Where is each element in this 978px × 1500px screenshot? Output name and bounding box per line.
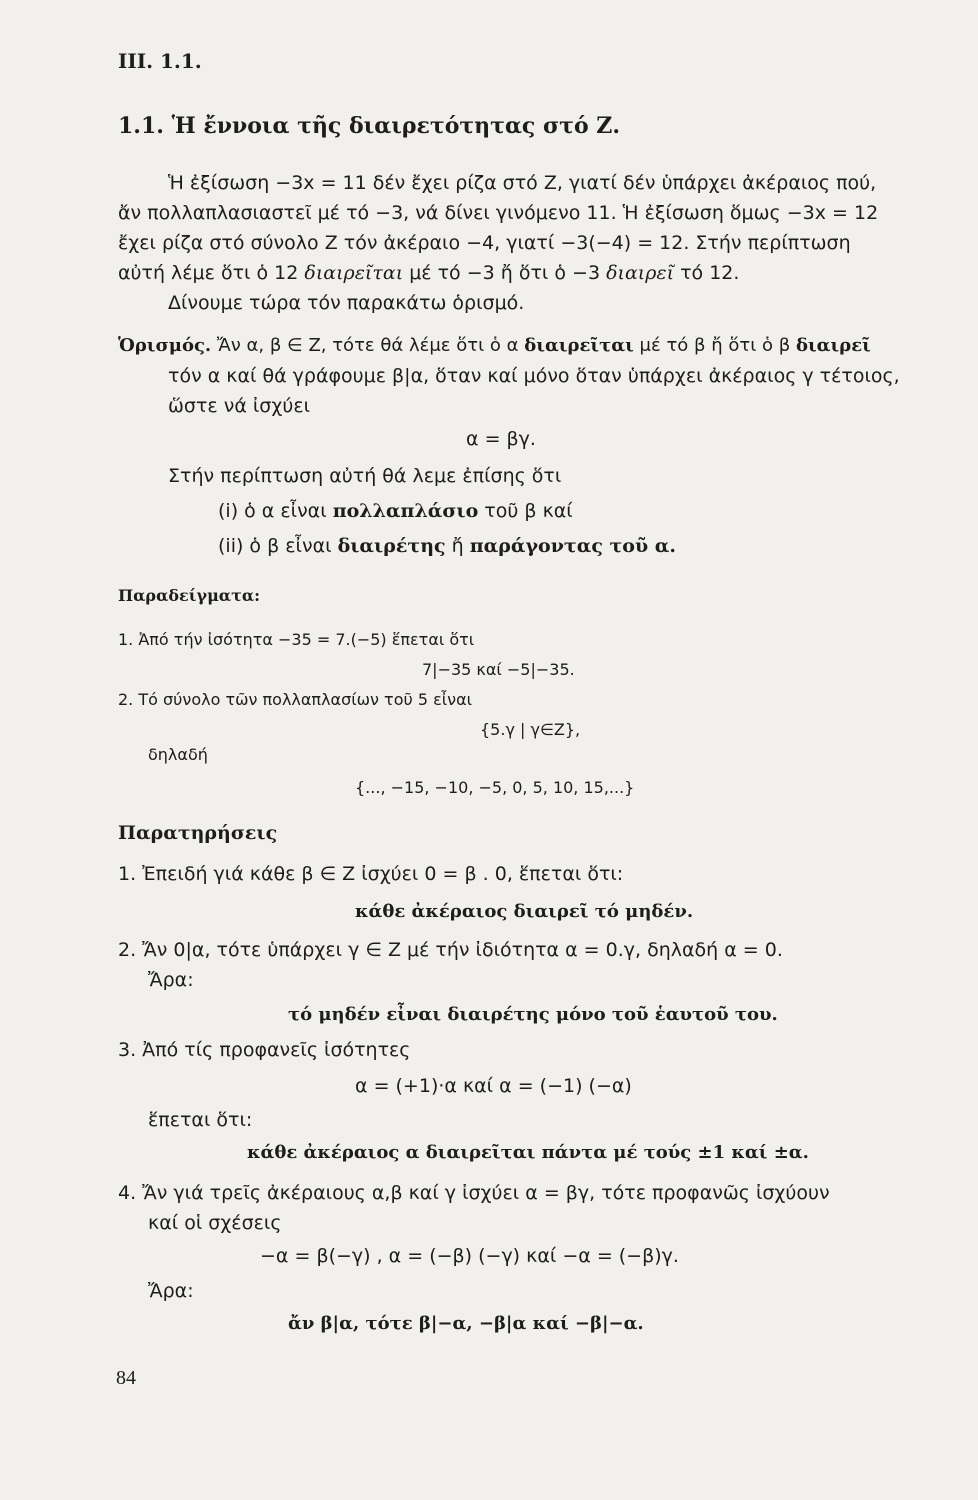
intro-line-5: Δίνουμε τώρα τόν παρακάτω ὁρισμό. <box>168 292 525 314</box>
definition-line-1: Ὁρισμός. Ἄν α, β ∈ Ζ, τότε θά λέμε ὅτι ὁ α διαιρεῖται μέ τό β ἤ ὅτι ὁ β διαιρεῖ <box>118 335 871 356</box>
definition-line-2: τόν α καί θά γράφουμε β|α, ὅταν καί μόνο ὅταν ὑπάρχει ἀκέραιος γ τέτοιος, <box>168 365 900 387</box>
definition-item-ii: (ii) ὁ β εἶναι διαιρέτης ἤ παράγοντας τοῦ α. <box>218 535 676 557</box>
example-2-set: {5.γ | γ∈Ζ}, <box>480 720 581 739</box>
definition-label: Ὁρισμός. <box>118 335 212 356</box>
example-2: 2. Τό σύνολο τῶν πολλαπλασίων τοῦ 5 εἶναι <box>118 690 473 709</box>
intro-line-1: Ἡ ἐξίσωση −3x = 11 δέν ἔχει ρίζα στό Ζ, γιατί δέν ὑπάρχει ἀκέραιος πού, <box>168 172 877 194</box>
remark-4-relations: −α = β(−γ) , α = (−β) (−γ) καί −α = (−β)γ. <box>260 1245 679 1267</box>
chapter-ref: III. 1.1. <box>118 49 202 73</box>
remark-3: 3. Ἀπό τίς προφανεῖς ἰσότητες <box>118 1039 411 1061</box>
remark-3-statement: κάθε ἀκέραιος α διαιρεῖται πάντα μέ τούς ±1 καί ±α. <box>247 1142 809 1163</box>
example-1-result: 7|−35 καί −5|−35. <box>422 660 575 679</box>
remark-4-relations-intro: καί οἱ σχέσεις <box>148 1212 282 1234</box>
remark-4-statement: ἄν β|α, τότε β|−α, −β|α καί −β|−α. <box>288 1313 644 1334</box>
remark-3-follows: ἕπεται ὅτι: <box>148 1109 253 1131</box>
definition-item-i: (i) ὁ α εἶναι πολλαπλάσιο τοῦ β καί <box>218 500 573 522</box>
section-title: 1.1. Ἡ ἔννοια τῆς διαιρετότητας στό Ζ. <box>118 113 621 139</box>
page-number: 84 <box>116 1367 136 1389</box>
remark-2-statement: τό μηδέν εἶναι διαιρέτης μόνο τοῦ ἑαυτοῦ του. <box>288 1004 778 1025</box>
intro-line-4: αὐτή λέμε ὅτι ὁ 12 διαιρεῖται μέ τό −3 ἤ ὅτι ὁ −3 διαιρεῖ τό 12. <box>118 262 740 284</box>
definition-equation: α = βγ. <box>466 428 536 450</box>
examples-label: Παραδείγματα: <box>118 586 261 605</box>
remark-3-equalities: α = (+1)·α καί α = (−1) (−α) <box>355 1075 632 1097</box>
remark-4-therefore: Ἄρα: <box>148 1280 194 1302</box>
remark-2: 2. Ἄν 0|α, τότε ὑπάρχει γ ∈ Ζ μέ τήν ἰδιότητα α = 0.γ, δηλαδή α = 0. <box>118 939 783 961</box>
intro-line-3: ἔχει ρίζα στό σύνολο Ζ τόν ἀκέραιο −4, γιατί −3(−4) = 12. Στήν περίπτωση <box>118 232 851 254</box>
example-2-namely: δηλαδή <box>148 745 208 764</box>
remarks-label: Παρατηρήσεις <box>118 822 278 844</box>
remark-1: 1. Ἐπειδή γιά κάθε β ∈ Ζ ἰσχύει 0 = β . 0, ἕπεται ὅτι: <box>118 863 624 885</box>
example-1: 1. Ἀπό τήν ἰσότητα −35 = 7.(−5) ἕπεται ὅτι <box>118 630 475 649</box>
definition-line-3: ὥστε νά ἰσχύει <box>168 395 311 417</box>
example-2-list: {..., −15, −10, −5, 0, 5, 10, 15,...} <box>355 778 635 797</box>
remark-4: 4. Ἄν γιά τρεῖς ἀκέραιους α,β καί γ ἰσχύει α = βγ, τότε προφανῶς ἰσχύουν <box>118 1182 830 1204</box>
remark-1-statement: κάθε ἀκέραιος διαιρεῖ τό μηδέν. <box>355 901 694 922</box>
intro-line-2: ἄν πολλαπλασιαστεῖ μέ τό −3, νά δίνει γινόμενο 11. Ἡ ἐξίσωση ὅμως −3x = 12 <box>118 202 879 224</box>
definition-line-4: Στήν περίπτωση αὐτή θά λεμε ἐπίσης ὅτι <box>168 465 562 487</box>
remark-2-therefore: Ἄρα: <box>148 969 194 991</box>
